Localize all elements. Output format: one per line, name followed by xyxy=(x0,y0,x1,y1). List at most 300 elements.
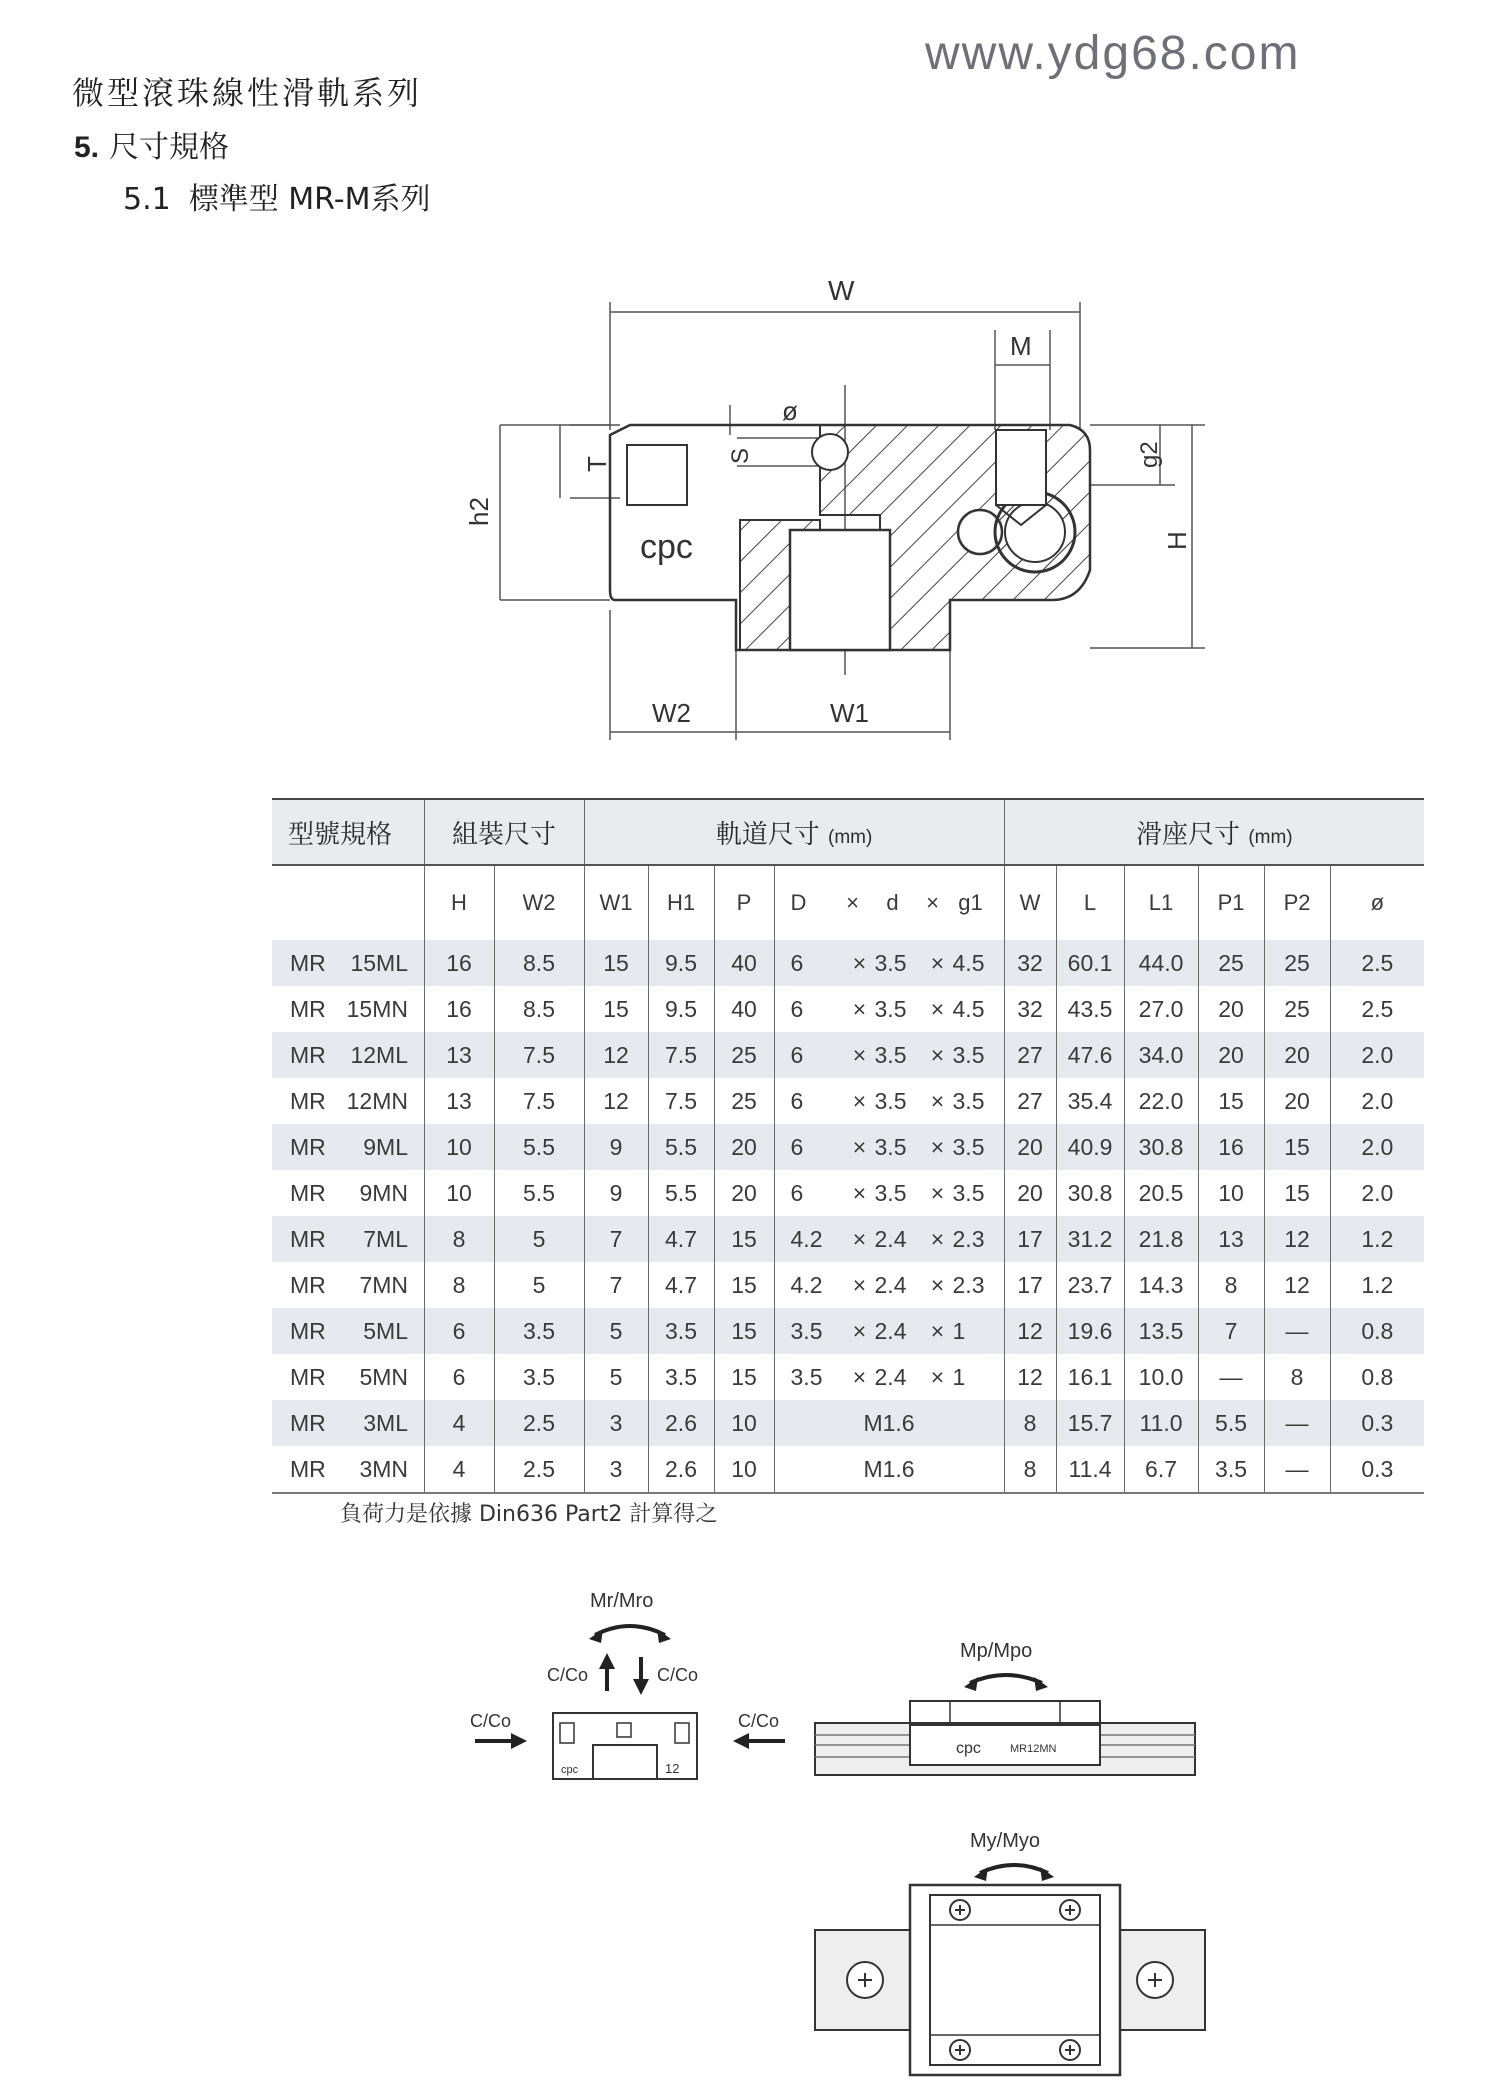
load-note: 負荷力是依據 Din636 Part2 計算得之 xyxy=(340,1502,718,1527)
cell-H1: 3.5 xyxy=(648,1354,714,1400)
cell-d: 2.4 xyxy=(874,1317,907,1344)
cell-phi: 0.3 xyxy=(1330,1446,1424,1493)
cell-Dxdxg1 xyxy=(774,1262,1004,1308)
cell-L: 30.8 xyxy=(1056,1170,1124,1216)
table-row xyxy=(272,1400,1424,1446)
cell-D: 4.2 xyxy=(790,1225,823,1252)
header-block xyxy=(1004,799,1424,865)
label-c-up: C/Co xyxy=(547,1665,589,1685)
col-D: D xyxy=(790,890,807,915)
cell-W1: 7 xyxy=(584,1216,648,1262)
table-row xyxy=(272,1262,1424,1308)
cell-L1: 22.0 xyxy=(1124,1078,1198,1124)
times-sign: × xyxy=(930,995,945,1022)
cell-P2: — xyxy=(1264,1400,1330,1446)
section-number: 5. xyxy=(74,131,100,164)
times-sign: × xyxy=(852,1363,867,1390)
model-series: MR xyxy=(290,1271,326,1298)
cell-d: 2.4 xyxy=(874,1363,907,1390)
cell-H1: 4.7 xyxy=(648,1262,714,1308)
col-W: W xyxy=(1004,865,1056,940)
cell-P1: 10 xyxy=(1198,1170,1264,1216)
label-my: My/Myo xyxy=(970,1830,1040,1852)
cell-H1: 9.5 xyxy=(648,940,714,986)
cell-W: 8 xyxy=(1004,1400,1056,1446)
side-model: MR12MN xyxy=(1010,1743,1057,1755)
cell-H1: 2.6 xyxy=(648,1446,714,1493)
times-sign: × xyxy=(852,1133,867,1160)
cell-W1: 9 xyxy=(584,1170,648,1216)
cell-W2: 7.5 xyxy=(494,1078,584,1124)
cell-W: 27 xyxy=(1004,1032,1056,1078)
cell-H: 13 xyxy=(424,1078,494,1124)
cell-L1: 44.0 xyxy=(1124,940,1198,986)
cell-phi: 2.0 xyxy=(1330,1124,1424,1170)
cell-g1: 2.3 xyxy=(952,1271,985,1298)
col-Dxdxg1 xyxy=(774,865,1004,940)
model-series: MR xyxy=(290,1317,326,1344)
cell-phi: 2.5 xyxy=(1330,940,1424,986)
times-sign: × xyxy=(930,1363,945,1390)
cell-W: 27 xyxy=(1004,1078,1056,1124)
cell-Dxdxg1 xyxy=(774,1170,1004,1216)
cell-W2: 8.5 xyxy=(494,986,584,1032)
cell-P: 15 xyxy=(714,1262,774,1308)
cell-D: 6 xyxy=(790,1041,804,1068)
cell-phi: 1.2 xyxy=(1330,1216,1424,1262)
cell-H: 16 xyxy=(424,940,494,986)
cell-L: 19.6 xyxy=(1056,1308,1124,1354)
subsection-title: 標準型 MR-M系列 xyxy=(188,182,431,217)
times-sign: × xyxy=(930,1087,945,1114)
cell-g1: 2.3 xyxy=(952,1225,985,1252)
cell-phi: 0.8 xyxy=(1330,1354,1424,1400)
cell-H1: 7.5 xyxy=(648,1032,714,1078)
cell-g1: 3.5 xyxy=(952,1087,985,1114)
cell-phi: 0.8 xyxy=(1330,1308,1424,1354)
cell-L1: 30.8 xyxy=(1124,1124,1198,1170)
model-code: 15MN xyxy=(346,995,408,1022)
cell-W: 32 xyxy=(1004,940,1056,986)
cell-P2: — xyxy=(1264,1446,1330,1493)
cell-W: 12 xyxy=(1004,1354,1056,1400)
cell-model xyxy=(272,1262,424,1308)
cell-W1: 12 xyxy=(584,1078,648,1124)
cell-H1: 9.5 xyxy=(648,986,714,1032)
table-row xyxy=(272,1078,1424,1124)
dim-h2: h2 xyxy=(464,497,494,526)
cell-model xyxy=(272,940,424,986)
cell-W1: 3 xyxy=(584,1446,648,1493)
times-sign: × xyxy=(852,1087,867,1114)
cell-L1: 11.0 xyxy=(1124,1400,1198,1446)
cell-P: 10 xyxy=(714,1446,774,1493)
model-code: 12MN xyxy=(346,1087,408,1114)
cell-phi: 2.0 xyxy=(1330,1078,1424,1124)
cell-W: 32 xyxy=(1004,986,1056,1032)
cell-model xyxy=(272,1032,424,1078)
model-code: 12ML xyxy=(350,1041,408,1068)
cell-H: 13 xyxy=(424,1032,494,1078)
label-c-down: C/Co xyxy=(657,1665,699,1685)
col-x2: × xyxy=(926,890,939,915)
cell-Dxdxg1 xyxy=(774,940,1004,986)
cell-H: 8 xyxy=(424,1262,494,1308)
cell-P: 20 xyxy=(714,1124,774,1170)
cell-L: 16.1 xyxy=(1056,1354,1124,1400)
cell-P2: 15 xyxy=(1264,1124,1330,1170)
table-row xyxy=(272,1170,1424,1216)
table-row xyxy=(272,1354,1424,1400)
model-series: MR xyxy=(290,1041,326,1068)
cell-Dxdxg1 xyxy=(774,1078,1004,1124)
times-sign: × xyxy=(852,949,867,976)
cell-g1: 3.5 xyxy=(952,1179,985,1206)
cell-W1: 9 xyxy=(584,1124,648,1170)
cell-D: 6 xyxy=(790,1087,804,1114)
drawing-brand: cpc xyxy=(640,528,693,566)
cell-W: 17 xyxy=(1004,1216,1056,1262)
cell-P2: 25 xyxy=(1264,986,1330,1032)
end-size: 12 xyxy=(665,1761,680,1776)
col-g1: g1 xyxy=(958,890,983,915)
cell-P: 15 xyxy=(714,1216,774,1262)
cell-W: 20 xyxy=(1004,1124,1056,1170)
cell-P1: 3.5 xyxy=(1198,1446,1264,1493)
times-sign: × xyxy=(852,1271,867,1298)
cell-H1: 5.5 xyxy=(648,1124,714,1170)
cell-D: 3.5 xyxy=(790,1317,823,1344)
dim-g2: g2 xyxy=(1136,441,1163,468)
model-code: 15ML xyxy=(350,949,408,976)
label-c-left: C/Co xyxy=(470,1711,512,1731)
dim-S: S xyxy=(727,447,754,464)
label-c-right: C/Co xyxy=(738,1711,780,1731)
times-sign: × xyxy=(930,1041,945,1068)
model-series: MR xyxy=(290,1409,326,1436)
cell-W1: 15 xyxy=(584,986,648,1032)
cell-d: 3.5 xyxy=(874,949,907,976)
cell-W2: 5 xyxy=(494,1216,584,1262)
header-rail-label: 軌道尺寸 xyxy=(715,819,820,850)
cell-P1: 20 xyxy=(1198,986,1264,1032)
cell-phi: 1.2 xyxy=(1330,1262,1424,1308)
cell-H: 8 xyxy=(424,1216,494,1262)
cell-phi: 0.3 xyxy=(1330,1400,1424,1446)
times-sign: × xyxy=(852,1317,867,1344)
cross-section-drawing xyxy=(440,270,1220,750)
cell-W2: 5.5 xyxy=(494,1124,584,1170)
page-title: 微型滾珠線性滑軌系列 xyxy=(72,74,423,112)
cell-D: 6 xyxy=(790,949,804,976)
subsection-number: 5.1 xyxy=(123,182,171,217)
section-title: 尺寸規格 xyxy=(109,130,230,165)
cell-phi: 2.0 xyxy=(1330,1170,1424,1216)
dim-W: W xyxy=(828,275,855,306)
cell-H: 4 xyxy=(424,1400,494,1446)
cell-L1: 27.0 xyxy=(1124,986,1198,1032)
col-L: L xyxy=(1056,865,1124,940)
cell-W1: 7 xyxy=(584,1262,648,1308)
cell-g1: 4.5 xyxy=(952,995,985,1022)
cell-Dxdxg1 xyxy=(774,1124,1004,1170)
cell-d: 3.5 xyxy=(874,1087,907,1114)
header-rail xyxy=(584,799,1004,865)
cell-W1: 15 xyxy=(584,940,648,986)
cell-P: 40 xyxy=(714,940,774,986)
cell-W: 12 xyxy=(1004,1308,1056,1354)
website-url: www.ydg68.com xyxy=(925,27,1301,80)
cell-H1: 4.7 xyxy=(648,1216,714,1262)
header-rail-unit: (mm) xyxy=(828,826,873,848)
model-code: 3ML xyxy=(363,1409,408,1436)
cell-P1: 20 xyxy=(1198,1032,1264,1078)
end-brand: cpc xyxy=(561,1764,579,1776)
col-x1: × xyxy=(846,890,859,915)
cell-g1: 1 xyxy=(952,1317,966,1344)
cell-P1: 25 xyxy=(1198,940,1264,986)
table-row xyxy=(272,1308,1424,1354)
cell-L1: 34.0 xyxy=(1124,1032,1198,1078)
model-code: 5ML xyxy=(363,1317,408,1344)
cell-L: 35.4 xyxy=(1056,1078,1124,1124)
cell-model xyxy=(272,1078,424,1124)
cell-P2: 12 xyxy=(1264,1216,1330,1262)
model-code: 7MN xyxy=(359,1271,408,1298)
cell-P2: 12 xyxy=(1264,1262,1330,1308)
side-brand: cpc xyxy=(956,1740,981,1757)
table-row xyxy=(272,940,1424,986)
header-block-label: 滑座尺寸 xyxy=(1136,819,1241,850)
dim-M: M xyxy=(1010,331,1032,361)
cell-L: 15.7 xyxy=(1056,1400,1124,1446)
cell-P1: 8 xyxy=(1198,1262,1264,1308)
cell-g1: 4.5 xyxy=(952,949,985,976)
cell-L: 23.7 xyxy=(1056,1262,1124,1308)
cell-model xyxy=(272,1216,424,1262)
model-series: MR xyxy=(290,1455,326,1482)
cell-H: 4 xyxy=(424,1446,494,1493)
cell-P2: 20 xyxy=(1264,1078,1330,1124)
cell-L1: 20.5 xyxy=(1124,1170,1198,1216)
times-sign: × xyxy=(852,995,867,1022)
cell-d: 2.4 xyxy=(874,1225,907,1252)
cell-model xyxy=(272,1124,424,1170)
cell-H1: 5.5 xyxy=(648,1170,714,1216)
cell-Dxdxg1 xyxy=(774,986,1004,1032)
cell-d: 3.5 xyxy=(874,1041,907,1068)
cell-D: 3.5 xyxy=(790,1363,823,1390)
cell-W1: 5 xyxy=(584,1354,648,1400)
times-sign: × xyxy=(852,1225,867,1252)
model-code: 3MN xyxy=(359,1455,408,1482)
cell-thread: M1.6 xyxy=(774,1400,1004,1446)
cell-W1: 5 xyxy=(584,1308,648,1354)
cell-g1: 3.5 xyxy=(952,1041,985,1068)
cell-P2: 25 xyxy=(1264,940,1330,986)
cell-H1: 3.5 xyxy=(648,1308,714,1354)
cell-H1: 2.6 xyxy=(648,1400,714,1446)
cell-phi: 2.5 xyxy=(1330,986,1424,1032)
cell-W2: 5 xyxy=(494,1262,584,1308)
col-L1: L1 xyxy=(1124,865,1198,940)
cell-P2: 20 xyxy=(1264,1032,1330,1078)
cell-model xyxy=(272,986,424,1032)
times-sign: × xyxy=(930,949,945,976)
cell-P1: 15 xyxy=(1198,1078,1264,1124)
col-d: d xyxy=(886,890,899,915)
model-code: 9ML xyxy=(363,1133,408,1160)
col-H: H xyxy=(424,865,494,940)
cell-P: 25 xyxy=(714,1032,774,1078)
cell-model xyxy=(272,1400,424,1446)
cell-D: 6 xyxy=(790,1133,804,1160)
cell-P2: 15 xyxy=(1264,1170,1330,1216)
cell-d: 3.5 xyxy=(874,995,907,1022)
cell-g1: 1 xyxy=(952,1363,966,1390)
times-sign: × xyxy=(930,1179,945,1206)
cell-Dxdxg1 xyxy=(774,1354,1004,1400)
cell-D: 6 xyxy=(790,995,804,1022)
header-assembly: 組裝尺寸 xyxy=(424,799,584,865)
cell-W2: 2.5 xyxy=(494,1400,584,1446)
cell-P1: 16 xyxy=(1198,1124,1264,1170)
cell-P2: — xyxy=(1264,1308,1330,1354)
times-sign: × xyxy=(930,1317,945,1344)
cell-Dxdxg1 xyxy=(774,1308,1004,1354)
cell-W2: 2.5 xyxy=(494,1446,584,1493)
model-code: 5MN xyxy=(359,1363,408,1390)
times-sign: × xyxy=(930,1271,945,1298)
cell-thread: M1.6 xyxy=(774,1446,1004,1493)
dim-T: T xyxy=(582,456,612,472)
times-sign: × xyxy=(930,1133,945,1160)
col-P1: P1 xyxy=(1198,865,1264,940)
cell-H: 6 xyxy=(424,1354,494,1400)
label-mr: Mr/Mro xyxy=(590,1590,654,1612)
table-row xyxy=(272,1124,1424,1170)
cell-L: 40.9 xyxy=(1056,1124,1124,1170)
cell-L: 47.6 xyxy=(1056,1032,1124,1078)
load-diagram-top xyxy=(810,1825,1210,2085)
times-sign: × xyxy=(852,1041,867,1068)
cell-L: 60.1 xyxy=(1056,940,1124,986)
model-series: MR xyxy=(290,1225,326,1252)
cell-Dxdxg1 xyxy=(774,1032,1004,1078)
cell-L1: 6.7 xyxy=(1124,1446,1198,1493)
spec-table xyxy=(272,798,1424,1494)
load-diagram-end xyxy=(465,1585,795,1785)
dim-phi: ø xyxy=(782,396,798,426)
header-model: 型號規格 xyxy=(272,799,424,865)
cell-H: 10 xyxy=(424,1170,494,1216)
cell-L1: 10.0 xyxy=(1124,1354,1198,1400)
col-P: P xyxy=(714,865,774,940)
cell-H1: 7.5 xyxy=(648,1078,714,1124)
label-mp: Mp/Mpo xyxy=(960,1640,1033,1662)
subsection-heading xyxy=(123,174,430,218)
cell-P: 20 xyxy=(714,1170,774,1216)
load-diagram-side xyxy=(810,1635,1210,1785)
dim-W1: W1 xyxy=(830,698,869,728)
cell-P2: 8 xyxy=(1264,1354,1330,1400)
cell-model xyxy=(272,1308,424,1354)
cell-W1: 3 xyxy=(584,1400,648,1446)
cell-P1: — xyxy=(1198,1354,1264,1400)
cell-P1: 5.5 xyxy=(1198,1400,1264,1446)
cell-g1: 3.5 xyxy=(952,1133,985,1160)
cell-P: 15 xyxy=(714,1308,774,1354)
model-code: 7ML xyxy=(363,1225,408,1252)
cell-W: 17 xyxy=(1004,1262,1056,1308)
col-phi: ø xyxy=(1330,865,1424,940)
model-series: MR xyxy=(290,1133,326,1160)
col-P2: P2 xyxy=(1264,865,1330,940)
cell-L: 11.4 xyxy=(1056,1446,1124,1493)
cell-H: 10 xyxy=(424,1124,494,1170)
cell-P: 40 xyxy=(714,986,774,1032)
cell-model xyxy=(272,1354,424,1400)
dim-W2: W2 xyxy=(652,698,691,728)
times-sign: × xyxy=(852,1179,867,1206)
table-row xyxy=(272,1446,1424,1493)
cell-P1: 7 xyxy=(1198,1308,1264,1354)
cell-P: 10 xyxy=(714,1400,774,1446)
cell-L: 31.2 xyxy=(1056,1216,1124,1262)
table-row xyxy=(272,1032,1424,1078)
cell-H: 16 xyxy=(424,986,494,1032)
model-code: 9MN xyxy=(359,1179,408,1206)
model-series: MR xyxy=(290,1363,326,1390)
cell-d: 2.4 xyxy=(874,1271,907,1298)
col-W1: W1 xyxy=(584,865,648,940)
times-sign: × xyxy=(930,1225,945,1252)
cell-d: 3.5 xyxy=(874,1179,907,1206)
header-block-unit: (mm) xyxy=(1248,826,1293,848)
dim-H: H xyxy=(1162,531,1192,550)
cell-P1: 13 xyxy=(1198,1216,1264,1262)
model-series: MR xyxy=(290,949,326,976)
cell-W: 8 xyxy=(1004,1446,1056,1493)
cell-Dxdxg1 xyxy=(774,1216,1004,1262)
table-row xyxy=(272,1216,1424,1262)
cell-W2: 5.5 xyxy=(494,1170,584,1216)
cell-W2: 8.5 xyxy=(494,940,584,986)
cell-L1: 21.8 xyxy=(1124,1216,1198,1262)
model-series: MR xyxy=(290,1179,326,1206)
cell-L1: 14.3 xyxy=(1124,1262,1198,1308)
cell-P: 15 xyxy=(714,1354,774,1400)
cell-W2: 3.5 xyxy=(494,1308,584,1354)
cell-d: 3.5 xyxy=(874,1133,907,1160)
cell-P: 25 xyxy=(714,1078,774,1124)
cell-phi: 2.0 xyxy=(1330,1032,1424,1078)
section-heading xyxy=(74,122,229,166)
cell-D: 4.2 xyxy=(790,1271,823,1298)
cell-model xyxy=(272,1170,424,1216)
cell-D: 6 xyxy=(790,1179,804,1206)
col-model xyxy=(272,865,424,940)
model-series: MR xyxy=(290,1087,326,1114)
model-series: MR xyxy=(290,995,326,1022)
col-W2: W2 xyxy=(494,865,584,940)
cell-W2: 3.5 xyxy=(494,1354,584,1400)
cell-H: 6 xyxy=(424,1308,494,1354)
table-row xyxy=(272,986,1424,1032)
cell-W: 20 xyxy=(1004,1170,1056,1216)
cell-W2: 7.5 xyxy=(494,1032,584,1078)
cell-L: 43.5 xyxy=(1056,986,1124,1032)
